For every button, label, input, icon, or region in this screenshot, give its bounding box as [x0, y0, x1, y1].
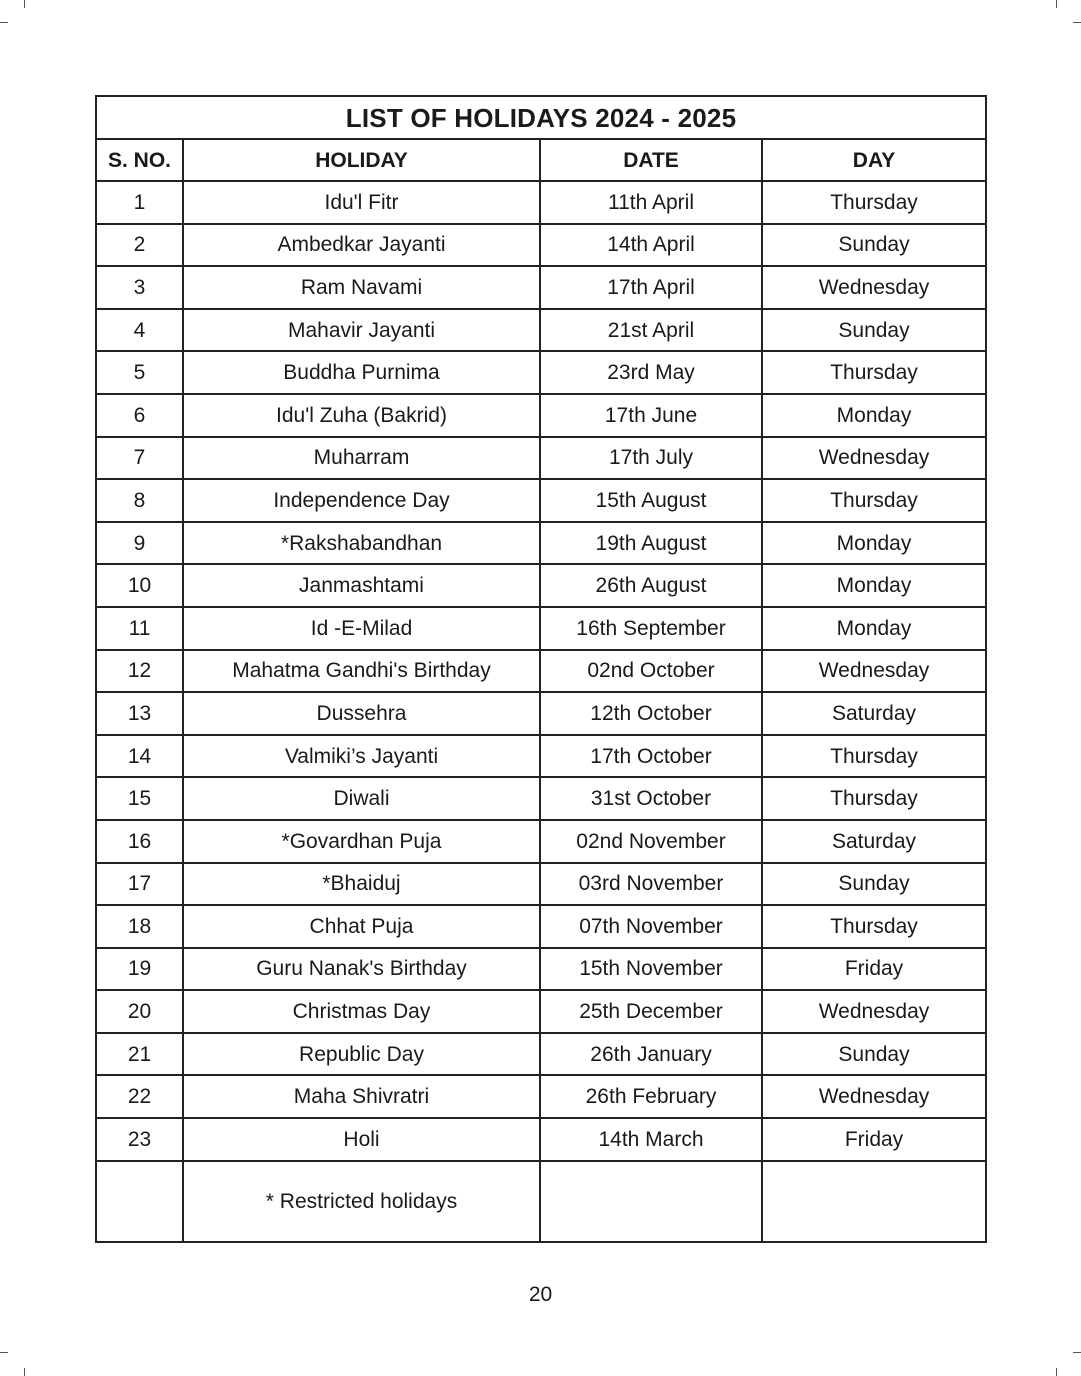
- title-row: [96, 96, 986, 139]
- cell-day: Saturday: [762, 820, 986, 863]
- cell-day: Saturday: [762, 692, 986, 735]
- cell-date: 14th March: [540, 1118, 762, 1161]
- crop-mark: [1056, 0, 1057, 8]
- cell-sno: 22: [96, 1075, 183, 1118]
- cell-date: 31st October: [540, 777, 762, 820]
- table-row: [96, 437, 986, 480]
- cell-sno: 20: [96, 990, 183, 1033]
- crop-mark: [1056, 1368, 1057, 1376]
- cell-sno: 5: [96, 351, 183, 394]
- cell-date: 21st April: [540, 309, 762, 352]
- table-row: [96, 181, 986, 224]
- table-row: [96, 1075, 986, 1118]
- cell-day: Thursday: [762, 351, 986, 394]
- table-row: [96, 820, 986, 863]
- cell-sno: 14: [96, 735, 183, 778]
- cell-sno: 18: [96, 905, 183, 948]
- cell-date: 23rd May: [540, 351, 762, 394]
- cell-holiday: Diwali: [183, 777, 540, 820]
- holiday-table: [95, 95, 987, 1243]
- cell-date: 11th April: [540, 181, 762, 224]
- cell-date: 26th January: [540, 1033, 762, 1076]
- crop-mark: [24, 1368, 25, 1376]
- cell-holiday: Holi: [183, 1118, 540, 1161]
- cell-day: Sunday: [762, 1033, 986, 1076]
- crop-mark: [1073, 22, 1081, 23]
- cell-holiday: Christmas Day: [183, 990, 540, 1033]
- cell-day: Sunday: [762, 224, 986, 267]
- cell-date: 19th August: [540, 522, 762, 565]
- cell-holiday: Independence Day: [183, 479, 540, 522]
- cell-sno: 23: [96, 1118, 183, 1161]
- table-row: [96, 905, 986, 948]
- cell-date: 12th October: [540, 692, 762, 735]
- table-row: [96, 735, 986, 778]
- cell-holiday: Mahatma Gandhi's Birthday: [183, 650, 540, 693]
- cell-holiday: *Bhaiduj: [183, 863, 540, 906]
- cell-day: Monday: [762, 607, 986, 650]
- cell-sno: 6: [96, 394, 183, 437]
- header-row: [96, 139, 986, 181]
- cell-sno: 9: [96, 522, 183, 565]
- table-row: [96, 479, 986, 522]
- cell-date: 25th December: [540, 990, 762, 1033]
- cell-day: Friday: [762, 948, 986, 991]
- cell-holiday: Idu'l Fitr: [183, 181, 540, 224]
- crop-mark: [1073, 1352, 1081, 1353]
- cell-sno: 1: [96, 181, 183, 224]
- table-row: [96, 564, 986, 607]
- cell-sno: 8: [96, 479, 183, 522]
- table-row: [96, 351, 986, 394]
- header-day: DAY: [762, 139, 986, 181]
- cell-date: 17th October: [540, 735, 762, 778]
- restricted-note: * Restricted holidays: [183, 1161, 540, 1242]
- table-row: [96, 1118, 986, 1161]
- table-row: [96, 863, 986, 906]
- cell-date: 02nd October: [540, 650, 762, 693]
- cell-holiday: Mahavir Jayanti: [183, 309, 540, 352]
- note-empty-cell: [96, 1161, 183, 1242]
- cell-day: Monday: [762, 564, 986, 607]
- header-sno: S. NO.: [96, 139, 183, 181]
- cell-date: 16th September: [540, 607, 762, 650]
- cell-date: 17th April: [540, 266, 762, 309]
- cell-date: 15th August: [540, 479, 762, 522]
- cell-day: Wednesday: [762, 650, 986, 693]
- cell-day: Monday: [762, 522, 986, 565]
- cell-holiday: Buddha Purnima: [183, 351, 540, 394]
- cell-holiday: Valmiki’s Jayanti: [183, 735, 540, 778]
- table-row: [96, 394, 986, 437]
- note-empty-cell: [540, 1161, 762, 1242]
- cell-holiday: Ambedkar Jayanti: [183, 224, 540, 267]
- cell-sno: 7: [96, 437, 183, 480]
- cell-day: Thursday: [762, 905, 986, 948]
- table-row: [96, 607, 986, 650]
- cell-sno: 11: [96, 607, 183, 650]
- cell-date: 02nd November: [540, 820, 762, 863]
- cell-day: Thursday: [762, 735, 986, 778]
- header-holiday: HOLIDAY: [183, 139, 540, 181]
- cell-day: Wednesday: [762, 437, 986, 480]
- cell-sno: 12: [96, 650, 183, 693]
- cell-holiday: Janmashtami: [183, 564, 540, 607]
- cell-sno: 21: [96, 1033, 183, 1076]
- crop-mark: [0, 1352, 8, 1353]
- table-title: LIST OF HOLIDAYS 2024 - 2025: [96, 96, 986, 139]
- cell-sno: 16: [96, 820, 183, 863]
- table-row: [96, 1033, 986, 1076]
- cell-holiday: *Rakshabandhan: [183, 522, 540, 565]
- cell-day: Sunday: [762, 863, 986, 906]
- cell-sno: 15: [96, 777, 183, 820]
- cell-holiday: Republic Day: [183, 1033, 540, 1076]
- table-row: [96, 990, 986, 1033]
- cell-day: Thursday: [762, 777, 986, 820]
- table-row: [96, 650, 986, 693]
- cell-holiday: Muharram: [183, 437, 540, 480]
- note-row: [96, 1161, 986, 1242]
- cell-holiday: *Govardhan Puja: [183, 820, 540, 863]
- cell-holiday: Ram Navami: [183, 266, 540, 309]
- cell-date: 17th July: [540, 437, 762, 480]
- table-row: [96, 224, 986, 267]
- cell-date: 14th April: [540, 224, 762, 267]
- cell-sno: 13: [96, 692, 183, 735]
- table-row: [96, 777, 986, 820]
- cell-holiday: Id -E-Milad: [183, 607, 540, 650]
- note-empty-cell: [762, 1161, 986, 1242]
- crop-mark: [24, 0, 25, 8]
- page-number: 20: [528, 1283, 553, 1306]
- cell-date: 15th November: [540, 948, 762, 991]
- cell-sno: 10: [96, 564, 183, 607]
- header-date: DATE: [540, 139, 762, 181]
- cell-sno: 2: [96, 224, 183, 267]
- crop-mark: [0, 22, 8, 23]
- cell-day: Thursday: [762, 181, 986, 224]
- cell-date: 26th February: [540, 1075, 762, 1118]
- cell-date: 26th August: [540, 564, 762, 607]
- cell-holiday: Chhat Puja: [183, 905, 540, 948]
- cell-holiday: Maha Shivratri: [183, 1075, 540, 1118]
- cell-day: Monday: [762, 394, 986, 437]
- cell-sno: 4: [96, 309, 183, 352]
- cell-day: Friday: [762, 1118, 986, 1161]
- cell-holiday: Idu'l Zuha (Bakrid): [183, 394, 540, 437]
- cell-date: 03rd November: [540, 863, 762, 906]
- table-row: [96, 948, 986, 991]
- table-row: [96, 266, 986, 309]
- cell-day: Wednesday: [762, 266, 986, 309]
- cell-sno: 17: [96, 863, 183, 906]
- cell-sno: 19: [96, 948, 183, 991]
- table-row: [96, 309, 986, 352]
- table-row: [96, 692, 986, 735]
- cell-day: Wednesday: [762, 990, 986, 1033]
- cell-day: Wednesday: [762, 1075, 986, 1118]
- cell-day: Sunday: [762, 309, 986, 352]
- cell-date: 07th November: [540, 905, 762, 948]
- table-row: [96, 522, 986, 565]
- cell-sno: 3: [96, 266, 183, 309]
- cell-holiday: Guru Nanak's Birthday: [183, 948, 540, 991]
- cell-date: 17th June: [540, 394, 762, 437]
- cell-holiday: Dussehra: [183, 692, 540, 735]
- cell-day: Thursday: [762, 479, 986, 522]
